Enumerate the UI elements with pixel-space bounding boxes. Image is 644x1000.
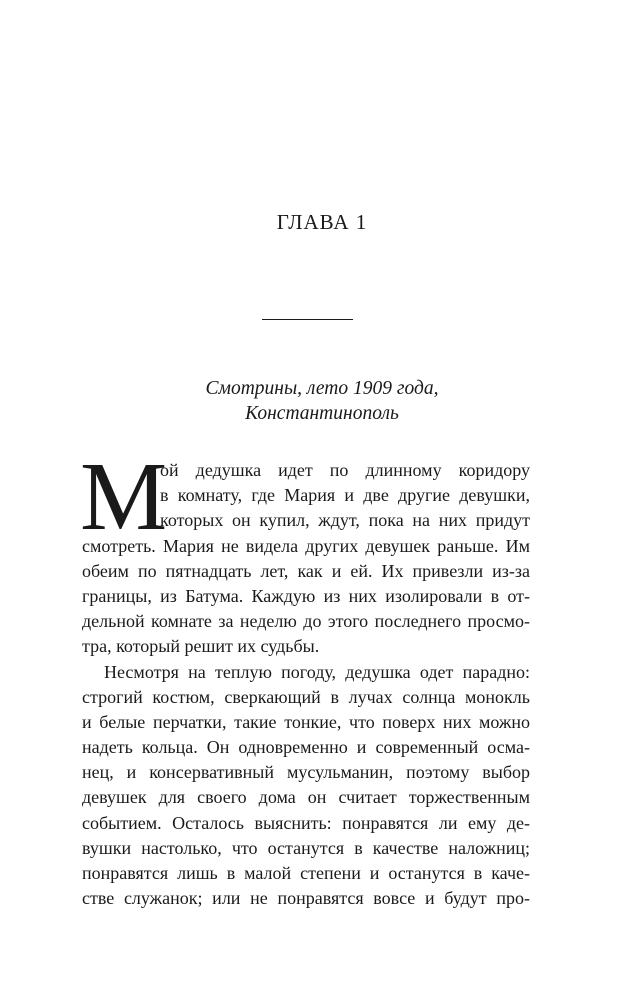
body-text: [80, 443, 530, 911]
text-line: и белые перчатки, такие тонкие, что поверх них можно: [82, 711, 530, 732]
text-line: тра, который решит их судьбы.: [82, 636, 320, 657]
text-line: событием. Осталось выяснить: понравятся ли ему де-: [82, 812, 530, 833]
text-line: понравятся лишь в малой степени и останутся в каче-: [82, 863, 530, 883]
chapter-title: ГЛАВА 1: [276, 210, 368, 234]
text-line: нец, и консервативный мусульманин, поэтому выбор: [82, 762, 530, 783]
text-line: в комнату, где Мария и две другие девушки,: [160, 485, 530, 506]
drop-cap: М: [80, 443, 168, 551]
text-line: смотреть. Мария не видела других девушек раньше. Им: [82, 535, 530, 556]
chapter-subtitle: [0, 376, 644, 426]
subtitle-line-1: Смотрины, лето 1909 года,: [205, 378, 439, 399]
text-line: девушек для своего дома он считает торжественным: [82, 787, 530, 808]
paragraph-2: [82, 660, 530, 912]
text-line: строгий костюм, сверкающий в лучах солнца монокль: [82, 686, 530, 707]
text-line: вушки настолько, что останутся в качестве наложниц;: [82, 837, 530, 858]
subtitle-line-2: Константинополь: [245, 403, 399, 424]
text-line: ой дедушка идет по длинному коридору: [160, 460, 530, 480]
text-line: стве служанок; или не понравятся вовсе и будут про-: [82, 888, 530, 909]
text-line: границы, из Батума. Каждую из них изолировали в от-: [82, 585, 530, 606]
text-line: надеть кольца. Он одновременно и современный осма-: [82, 737, 530, 758]
text-line: обеим по пятнадцать лет, как и ей. Их привезли из-за: [82, 560, 530, 581]
text-line: Несмотря на теплую погоду, дедушка одет парадно:: [104, 661, 530, 682]
divider-rule: [262, 319, 353, 320]
text-line: дельной комнате за неделю до этого последнего просмо-: [82, 611, 530, 632]
text-line: которых он купил, ждут, пока на них придут: [160, 510, 530, 531]
